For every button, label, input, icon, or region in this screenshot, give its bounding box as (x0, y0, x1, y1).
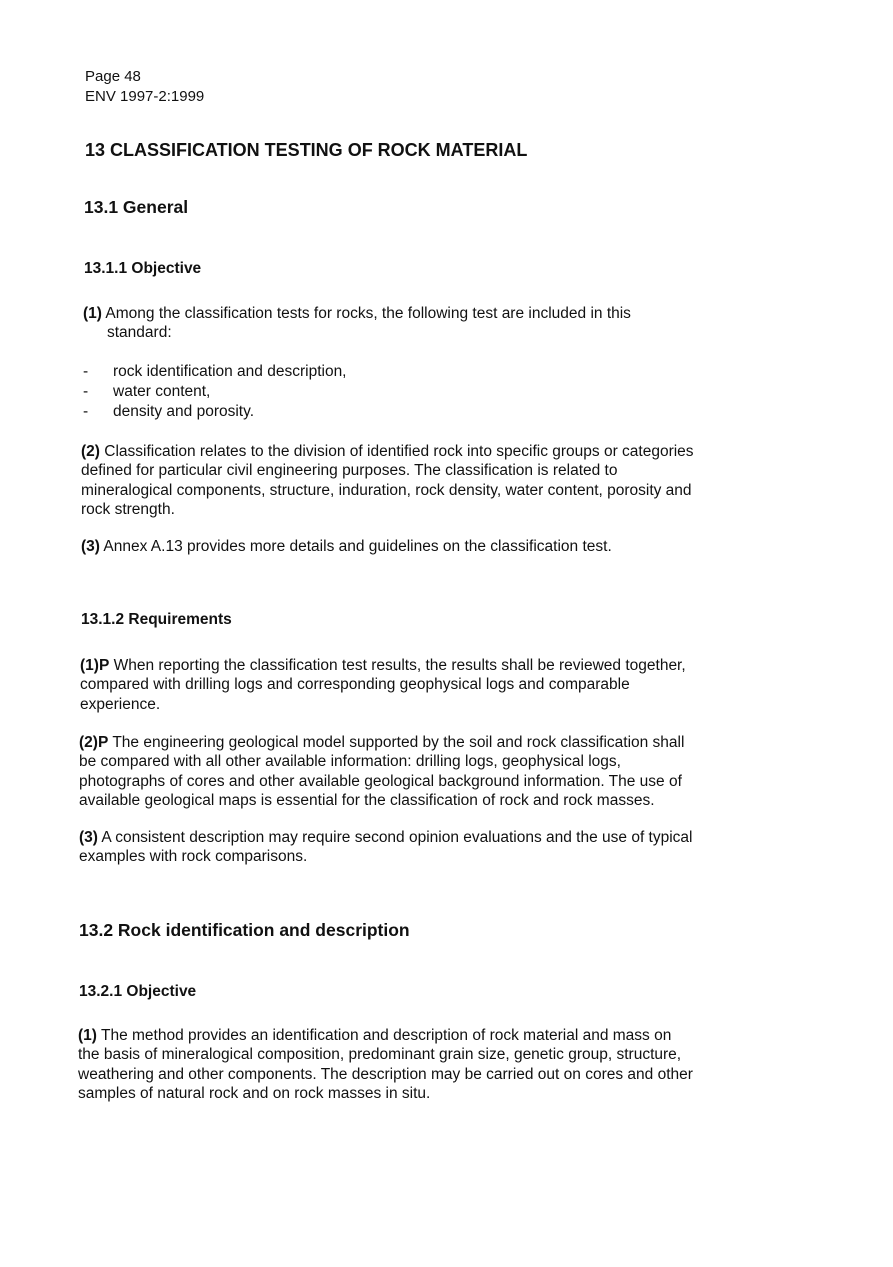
section-13-1-2-heading: 13.1.2 Requirements (81, 611, 232, 628)
standard-reference: ENV 1997-2:1999 (85, 88, 205, 105)
para-text: standard: (107, 324, 172, 342)
list-item-text: water content, (113, 383, 211, 400)
section-13-1-heading: 13.1 General (84, 197, 189, 217)
list-item: - rock identification and description, (83, 363, 347, 380)
paragraph-13-1-1-1 (83, 304, 631, 343)
para-text: weathering and other components. The description may be carried out on cores and other (78, 1065, 693, 1083)
paragraph-13-1-2-3 (79, 828, 693, 867)
paragraph-13-1-2-1 (80, 656, 686, 714)
para-text: Annex A.13 provides more details and guidelines on the classification test. (99, 538, 612, 555)
para-text: A consistent description may require second opinion evaluations and the use of typical (97, 829, 693, 846)
para-number: (3) (81, 538, 100, 555)
list-item-text: rock identification and description, (113, 363, 347, 380)
list-item: - water content, (83, 383, 211, 400)
para-text: Among the classification tests for rocks, the following test are included in this (101, 305, 631, 322)
para-text: mineralogical components, structure, induration, rock density, water content, porosity and (81, 481, 692, 499)
section-13-heading: 13 CLASSIFICATION TESTING OF ROCK MATERIAL (85, 140, 528, 160)
para-text: compared with drilling logs and corresponding geophysical logs and comparable (80, 676, 630, 694)
para-text: available geological maps is essential for the classification of rock and rock masses. (79, 791, 655, 809)
para-text: examples with rock comparisons. (79, 848, 308, 866)
section-13-2-heading: 13.2 Rock identification and description (79, 920, 410, 940)
para-text: be compared with all other available information: drilling logs, geophysical logs, (79, 753, 621, 771)
para-number: (3) (79, 829, 98, 846)
list-item: - density and porosity. (83, 403, 255, 420)
para-text: photographs of cores and other available geological background information. The use of (79, 772, 682, 790)
para-text: defined for particular civil engineering purposes. The classification is related to (81, 462, 618, 480)
para-text: the basis of mineralogical composition, predominant grain size, genetic group, structure, (78, 1046, 682, 1064)
paragraph-13-1-1-3 (81, 537, 612, 556)
paragraph-13-1-1-2 (81, 442, 694, 519)
para-text: rock strength. (81, 500, 175, 518)
para-text: The engineering geological model supported by the soil and rock classification shall (108, 734, 685, 751)
page-number: Page 48 (85, 68, 141, 85)
section-13-2-1-heading: 13.2.1 Objective (79, 983, 197, 1000)
para-number: (1) (83, 305, 102, 322)
para-number: (2) (81, 443, 100, 460)
para-number: (1)P (80, 657, 110, 674)
para-text: The method provides an identification and description of rock material and mass on (96, 1027, 672, 1044)
para-text: Classification relates to the division of identified rock into specific groups or categories (99, 443, 694, 460)
section-13-1-1-heading: 13.1.1 Objective (84, 260, 202, 277)
para-text: samples of natural rock and on rock masses in situ. (78, 1084, 431, 1102)
para-text: experience. (80, 695, 161, 713)
list-item-text: density and porosity. (113, 403, 255, 420)
para-number: (2)P (79, 734, 109, 751)
paragraph-13-1-2-2 (79, 733, 684, 810)
para-text: When reporting the classification test results, the results shall be reviewed together, (109, 657, 686, 674)
para-number: (1) (78, 1027, 97, 1044)
paragraph-13-2-1-1 (78, 1026, 693, 1103)
